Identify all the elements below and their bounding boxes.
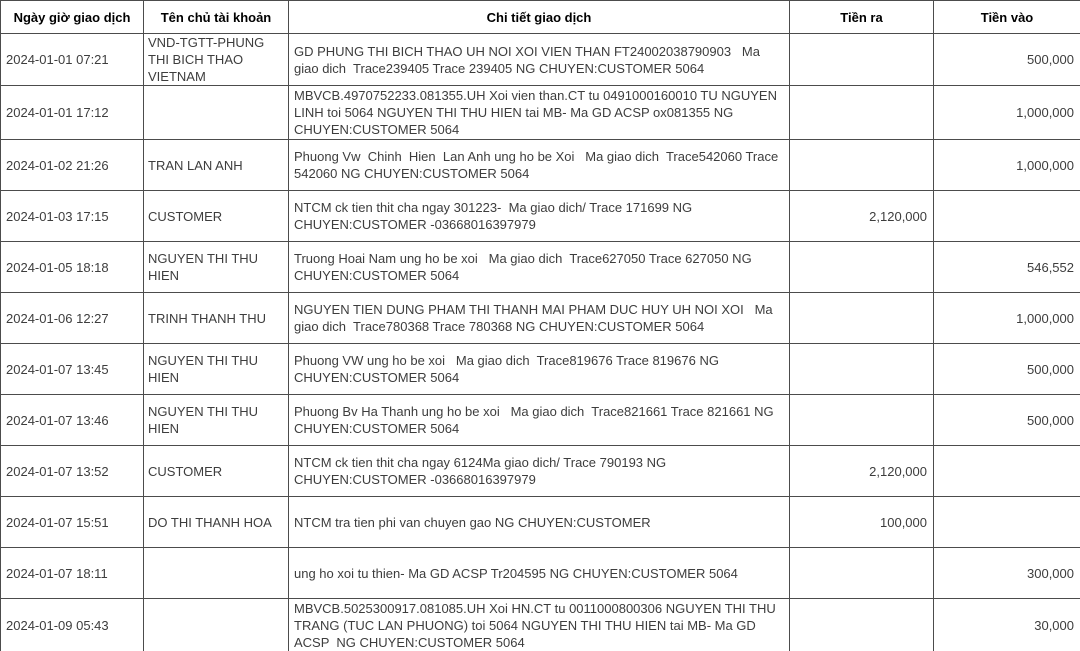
cell-transaction-details: GD PHUNG THI BICH THAO UH NOI XOI VIEN THAN FT24002038790903 Ma giao dich Trace239405 Trace 239405 NG CHUYEN:CUSTOMER 5064 [289, 34, 790, 86]
cell-account-name: CUSTOMER [144, 191, 289, 242]
table-row [1, 86, 1080, 140]
cell-amount-out [790, 293, 934, 344]
cell-datetime: 2024-01-07 13:46 [1, 395, 144, 446]
cell-amount-out [790, 395, 934, 446]
table-row [1, 548, 1080, 599]
cell-transaction-details: NGUYEN TIEN DUNG PHAM THI THANH MAI PHAM DUC HUY UH NOI XOI Ma giao dich Trace780368 Trace 780368 NG CHUYEN:CUSTOMER 5064 [289, 293, 790, 344]
cell-account-name [144, 86, 289, 140]
cell-amount-in: 500,000 [934, 395, 1080, 446]
cell-amount-out [790, 242, 934, 293]
cell-account-name: VND-TGTT-PHUNG THI BICH THAO VIETNAM [144, 34, 289, 86]
cell-amount-out [790, 86, 934, 140]
cell-transaction-details: NTCM tra tien phi van chuyen gao NG CHUYEN:CUSTOMER [289, 497, 790, 548]
cell-amount-out: 2,120,000 [790, 446, 934, 497]
cell-account-name: TRAN LAN ANH [144, 140, 289, 191]
cell-account-name [144, 599, 289, 651]
cell-amount-in: 30,000 [934, 599, 1080, 651]
header-row [1, 1, 1080, 34]
cell-transaction-details: Truong Hoai Nam ung ho be xoi Ma giao dich Trace627050 Trace 627050 NG CHUYEN:CUSTOMER 5064 [289, 242, 790, 293]
cell-transaction-details: Phuong Vw Chinh Hien Lan Anh ung ho be Xoi Ma giao dich Trace542060 Trace 542060 NG CHUYEN:CUSTOMER 5064 [289, 140, 790, 191]
cell-amount-in [934, 446, 1080, 497]
cell-datetime: 2024-01-07 13:45 [1, 344, 144, 395]
cell-transaction-details: ung ho xoi tu thien- Ma GD ACSP Tr204595 NG CHUYEN:CUSTOMER 5064 [289, 548, 790, 599]
cell-account-name: TRINH THANH THU [144, 293, 289, 344]
table-row [1, 293, 1080, 344]
cell-amount-out [790, 34, 934, 86]
cell-amount-out: 2,120,000 [790, 191, 934, 242]
cell-amount-in: 546,552 [934, 242, 1080, 293]
cell-account-name: CUSTOMER [144, 446, 289, 497]
table-row [1, 34, 1080, 86]
cell-amount-in: 500,000 [934, 34, 1080, 86]
table-row [1, 191, 1080, 242]
cell-datetime: 2024-01-05 18:18 [1, 242, 144, 293]
table-header [1, 1, 1080, 34]
header-datetime: Ngày giờ giao dịch [1, 1, 144, 34]
table-row [1, 599, 1080, 651]
cell-amount-in: 1,000,000 [934, 86, 1080, 140]
cell-datetime: 2024-01-07 13:52 [1, 446, 144, 497]
cell-transaction-details: Phuong Bv Ha Thanh ung ho be xoi Ma giao dich Trace821661 Trace 821661 NG CHUYEN:CUSTOMER 5064 [289, 395, 790, 446]
table-row [1, 140, 1080, 191]
cell-datetime: 2024-01-01 17:12 [1, 86, 144, 140]
cell-transaction-details: MBVCB.4970752233.081355.UH Xoi vien than.CT tu 0491000160010 TU NGUYEN LINH toi 5064 NGUYEN THI THU HIEN tai MB- Ma GD ACSP ox081355 NG CHUYEN:CUSTOMER 5064 [289, 86, 790, 140]
header-amount-out: Tiền ra [790, 1, 934, 34]
table-row [1, 344, 1080, 395]
cell-datetime: 2024-01-09 05:43 [1, 599, 144, 651]
cell-datetime: 2024-01-06 12:27 [1, 293, 144, 344]
cell-datetime: 2024-01-01 07:21 [1, 34, 144, 86]
table-row [1, 446, 1080, 497]
table-row [1, 395, 1080, 446]
cell-amount-in: 300,000 [934, 548, 1080, 599]
cell-amount-out [790, 548, 934, 599]
header-details: Chi tiết giao dịch [289, 1, 790, 34]
cell-transaction-details: MBVCB.5025300917.081085.UH Xoi HN.CT tu 0011000800306 NGUYEN THI THU TRANG (TUC LAN PHUONG) toi 5064 NGUYEN THI THU HIEN tai MB- Ma GD ACSP NG CHUYEN:CUSTOMER 5064 [289, 599, 790, 651]
cell-amount-out [790, 140, 934, 191]
cell-account-name: NGUYEN THI THU HIEN [144, 395, 289, 446]
header-amount-in: Tiền vào [934, 1, 1080, 34]
cell-amount-in [934, 191, 1080, 242]
cell-datetime: 2024-01-03 17:15 [1, 191, 144, 242]
cell-account-name [144, 548, 289, 599]
table-row [1, 497, 1080, 548]
header-account: Tên chủ tài khoản [144, 1, 289, 34]
cell-account-name: NGUYEN THI THU HIEN [144, 344, 289, 395]
cell-datetime: 2024-01-07 15:51 [1, 497, 144, 548]
cell-account-name: NGUYEN THI THU HIEN [144, 242, 289, 293]
cell-transaction-details: NTCM ck tien thit cha ngay 301223- Ma giao dich/ Trace 171699 NG CHUYEN:CUSTOMER -03668016397979 [289, 191, 790, 242]
cell-transaction-details: NTCM ck tien thit cha ngay 6124Ma giao dich/ Trace 790193 NG CHUYEN:CUSTOMER -03668016397979 [289, 446, 790, 497]
cell-transaction-details: Phuong VW ung ho be xoi Ma giao dich Trace819676 Trace 819676 NG CHUYEN:CUSTOMER 5064 [289, 344, 790, 395]
cell-datetime: 2024-01-07 18:11 [1, 548, 144, 599]
table-body [1, 34, 1080, 651]
cell-amount-in: 1,000,000 [934, 140, 1080, 191]
cell-amount-in: 1,000,000 [934, 293, 1080, 344]
cell-amount-out [790, 344, 934, 395]
cell-amount-in [934, 497, 1080, 548]
cell-datetime: 2024-01-02 21:26 [1, 140, 144, 191]
table-row [1, 242, 1080, 293]
cell-account-name: DO THI THANH HOA [144, 497, 289, 548]
cell-amount-in: 500,000 [934, 344, 1080, 395]
cell-amount-out: 100,000 [790, 497, 934, 548]
cell-amount-out [790, 599, 934, 651]
